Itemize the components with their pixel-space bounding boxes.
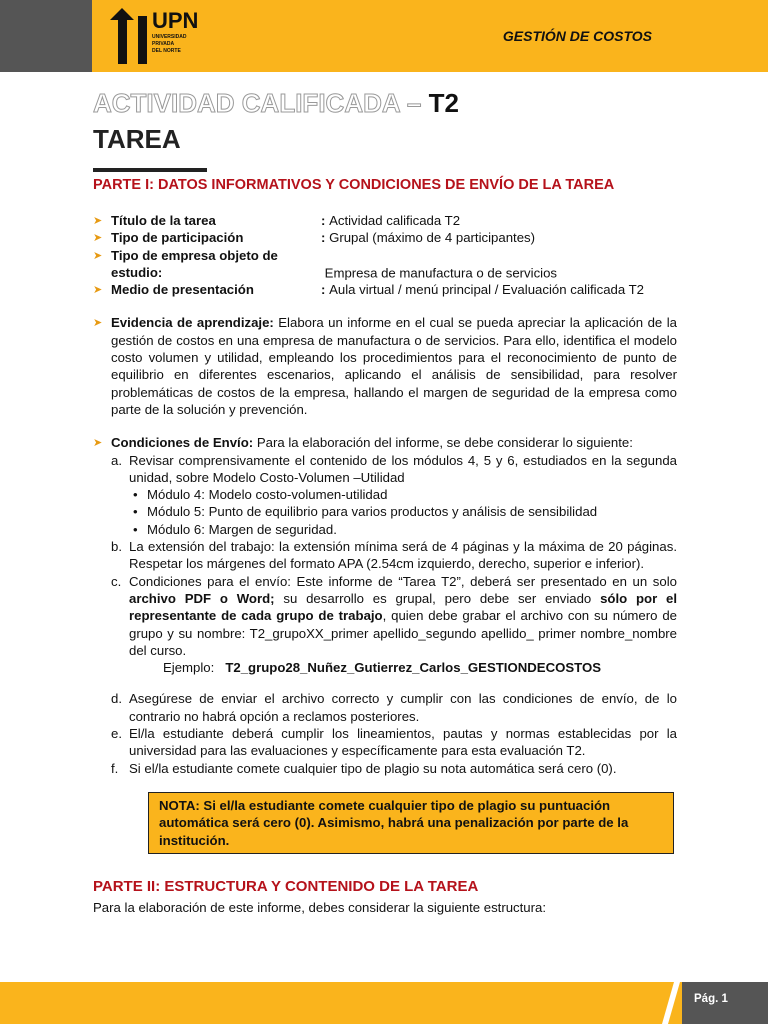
field-row: ➤ Tipo de participación : Grupal (máximo de 4 participantes) — [93, 229, 677, 246]
ejemplo-line: Ejemplo: T2_grupo28_Nuñez_Gutierrez_Carlos_GESTIONDECOSTOS — [163, 660, 602, 676]
header-doc-title: GESTIÓN DE COSTOS — [502, 28, 652, 44]
upn-logo-icon — [110, 8, 150, 64]
header-gray-block — [0, 0, 92, 72]
part1-heading: PARTE I: DATOS INFORMATIVOS Y CONDICIONES DE ENVÍO DE LA TAREA — [93, 177, 615, 193]
evidencia-paragraph: ➤ Evidencia de aprendizaje: Elabora un informe en el cual se pueda apreciar la aplicación de la gestión de costos en una empresa de manufactura o de servicios. Para ello, identifica el modelo costo volumen y utilidad, empleando los procedimientos para el reconocimiento de punto de equilibrio en diferentes escenarios, aplicando el análisis de sensibilidad, para resolver problemáticas de costos de la empresa, hallando el margen de seguridad de la empresa como parte de la solución y prevención. — [93, 315, 677, 417]
footer-bar — [0, 982, 768, 1024]
list-item: • Módulo 4: Modelo costo-volumen-utilidad — [133, 487, 388, 503]
page-title-line2: TAREA — [93, 124, 181, 154]
arrow-bullet-icon: ➤ — [93, 317, 103, 330]
footer-slash-icon — [660, 982, 680, 1024]
nota-box: NOTA: Si el/la estudiante comete cualquier tipo de plagio su puntuación automática será cero (0). Asimismo, habrá una penalización por parte de la institución. — [148, 792, 674, 854]
page-number: Pág. 1 — [694, 993, 728, 1005]
list-item-d: d. Asegúrese de enviar el archivo correcto y cumplir con las condiciones de envío, de lo contrario no habrá opción a reclamos posteriores. — [111, 691, 677, 724]
logo-subtitle: UNIVERSIDAD PRIVADA DEL NORTE — [152, 34, 187, 54]
part2-heading: PARTE II: ESTRUCTURA Y CONTENIDO DE LA TAREA — [93, 878, 479, 895]
arrow-bullet-icon: ➤ — [93, 215, 103, 227]
header-logo-block — [92, 0, 210, 72]
list-item: • Módulo 5: Punto de equilibrio para varios productos y análisis de sensibilidad — [133, 504, 598, 520]
list-item-c: c. Condiciones para el envío: Este informe de “Tarea T2”, deberá ser presentado en un solo archivo PDF o Word; su desarrollo es grupal, pero debe ser enviado sólo por el representante de cada grupo de trabajo, quien debe grabar el archivo con su número de grupo y su nombre: T2_grupoXX_primer apellido_segundo apellido_ primer nombre_nombre del curso. — [111, 573, 677, 658]
field-row: ➤ Título de la tarea : Actividad calificada T2 — [93, 212, 677, 229]
condiciones-paragraph: ➤ Condiciones de Envío: Para la elaboración del informe, se debe considerar lo siguiente: — [93, 434, 677, 451]
arrow-bullet-icon: ➤ — [93, 284, 103, 297]
list-item-f: f. Si el/la estudiante comete cualquier tipo de plagio su nota automática será cero (0). — [111, 760, 617, 776]
list-item-a: a. Revisar comprensivamente el contenido de los módulos 4, 5 y 6, estudiados en la segunda unidad, sobre Modelo Costo-Volumen –Utilidad — [111, 452, 677, 485]
title-underline — [93, 168, 207, 172]
arrow-bullet-icon: ➤ — [93, 249, 103, 262]
part1-content — [93, 212, 677, 777]
list-item-b: b. La extensión del trabajo: la extensión mínima será de 4 páginas y la máxima de 20 páginas. Respetar los márgenes del formato APA (2.54cm izquierdo, derecho, superior e inferior). — [111, 539, 677, 572]
arrow-bullet-icon: ➤ — [93, 232, 103, 245]
header-bar — [210, 0, 768, 72]
list-item: • Módulo 6: Margen de seguridad. — [133, 521, 337, 537]
field-row: ➤ Medio de presentación : Aula virtual / menú principal / Evaluación calificada T2 — [93, 281, 677, 298]
part2-intro: Para la elaboración de este informe, debes considerar la siguiente estructura: — [93, 900, 547, 915]
list-item-e: e. El/la estudiante deberá cumplir los lineamientos, pautas y normas establecidas por la universidad para las evaluaciones y específicamente para esta evaluación T2. — [111, 726, 677, 759]
logo-text: UPN — [152, 8, 199, 33]
field-row: ➤ Tipo de empresa objeto de estudio: Empresa de manufactura o de servicios — [93, 247, 558, 280]
page-title: ACTIVIDAD CALIFICADA – T2 — [93, 88, 459, 118]
arrow-bullet-icon: ➤ — [93, 437, 103, 450]
